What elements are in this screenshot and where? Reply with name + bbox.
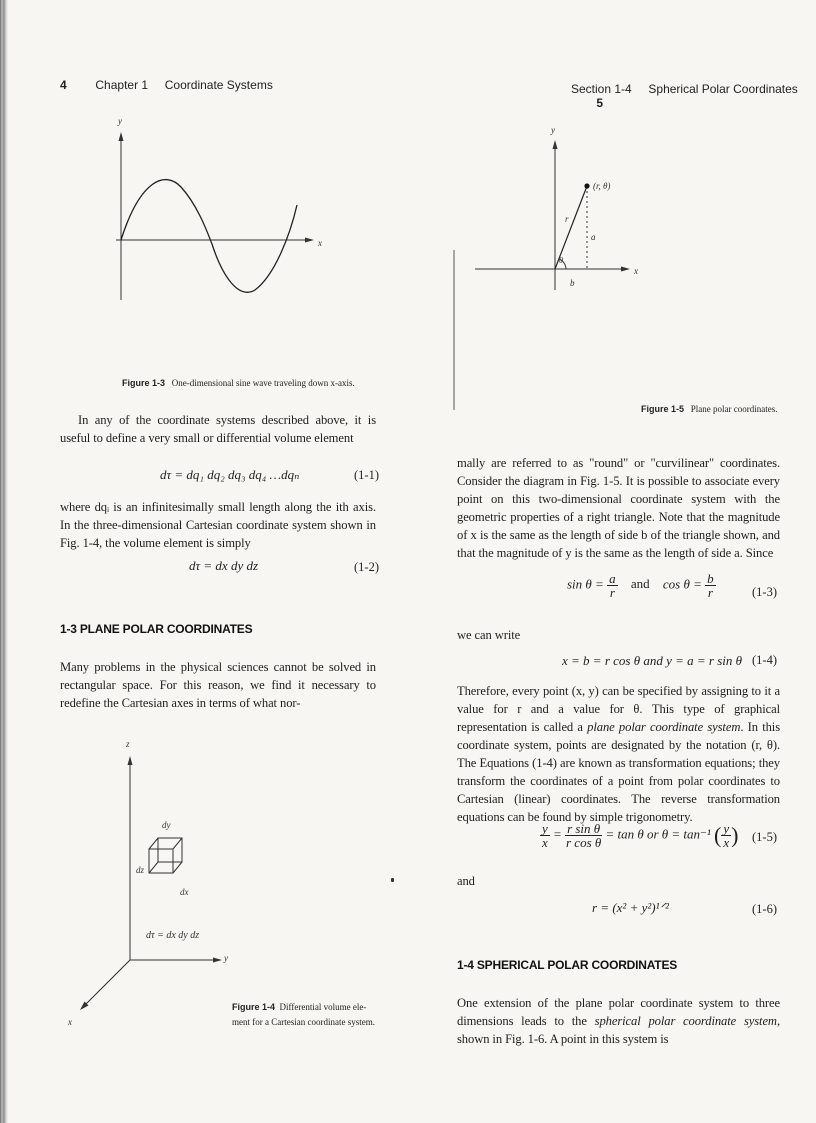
section-title: Spherical Polar Coordinates [648,82,798,96]
eq15-equals: = [553,826,562,842]
figure-1-3-label: Figure 1-3 [122,378,166,388]
eq13-and: and [630,576,650,592]
eq15-den-x2: x [723,835,730,850]
fig15-theta-label: θ [559,256,563,265]
eq13-den-r: r [609,585,615,600]
right-paragraph-3-end: , shown in Fig. 1-6. A point in this system is [457,1014,780,1046]
eq13-num-a: a [609,571,616,586]
section-label: Section 1-4 [571,82,632,96]
figure-1-5-label: Figure 1-5 [641,404,685,414]
fig15-x-axis-label: x [634,266,638,276]
equation-1-3-number: (1-3) [752,585,777,599]
eq15-frac-rsin-rcos [565,822,602,849]
right-paragraph-1: mally are referred to as "round" or "curvilinear" coordinates. Consider the diagram in Fig. 1-5. It is possible to associate every point on this two-dimensional coordinate system with the geometric properties of a right triangle. Note that the magnitude of x is the same as the length of side b of the triangle shown, and that the magnitude of y is the same as the length of side a. Since [457,456,780,560]
right-paragraph-2-end: . In this coordinate system, points are designated by the notation (r, θ). The Equations (1-4) are known as transformation equations; they transform the coordinates of a point from polar coordinates to Cartesian (linear) coordinates. The reverse transformation equations can be found by simple trigonometry. [457,720,781,824]
section-heading-1-3: 1-3 PLANE POLAR COORDINATES [60,622,253,636]
and-text: and [457,874,475,888]
equation-1-6: r = (x² + y²)¹ᐟ² [592,900,669,915]
fig14-x-axis-label: x [68,1017,72,1027]
fig14-dx-label: dx [180,887,189,897]
equation-1-4-number: (1-4) [752,653,777,667]
eq15-num-rsin: r sin θ [567,821,601,836]
equation-1-1: dτ = dq₁ dq₂ dq₃ dq₄ …dqₙ [160,467,300,482]
equation-1-3 [567,572,716,599]
fig15-a-label: a [591,232,596,242]
equation-1-4: x = b = r cos θ and y = a = r sin θ [562,653,743,668]
eq15-frac-y-x [540,822,550,849]
figure-1-5-caption [641,404,778,414]
equation-1-5: $\frac{y}{x}$ = $\frac{\text{r sin θ}}{\text{r cos θ}}$ = tan θ or θ = tan⁻¹ ( $\frac{y}{x}$ ) [542,821,739,850]
eq13-den-r2: r [707,585,713,600]
eq13-frac-b-r [705,572,716,599]
term-spherical-polar-coordinate-system: spherical polar coordinate system [594,1014,777,1028]
fig15-b-label: b [570,278,575,288]
eq13-cos-lhs: cos θ = [662,576,702,592]
equation-1-2: dτ = dx dy dz [189,558,259,573]
fig14-y-axis-label: y [224,953,228,963]
equation-1-1-number: (1-1) [354,468,379,482]
chapter-title: Coordinate Systems [164,78,273,92]
we-can-write-text: we can write [457,628,521,642]
left-paragraph-1: In any of the coordinate systems described above, it is useful to define a very small or differential volume element [60,413,376,445]
left-paragraph-2: where dqᵢ is an infinitesimally small length along the ith axis. In the three-dimensional Cartesian coordinate system shown in Fig. 1-4, the volume element is simply [60,500,376,550]
right-paragraph-3-start: One extension of the plane polar coordinate system to three dimensions leads to the [457,996,780,1028]
fig14-dy-label: dy [162,820,171,830]
figure-1-3-caption-text: One-dimensional sine wave traveling down x-axis. [171,378,355,388]
eq13-num-b: b [707,571,714,586]
equation-1-6-number: (1-6) [752,902,777,916]
eq15-num-y: y [542,821,548,836]
fig14-z-axis-label: z [126,739,130,749]
equation-1-2-number: (1-2) [354,560,379,574]
left-page-number: 4 [60,78,67,92]
eq15-frac-y-x-2 [721,822,731,849]
figure-1-5-caption-text: Plane polar coordinates. [690,404,778,414]
right-paragraph-3 [457,994,780,1048]
right-paragraph-2-start: Therefore, every point (x, y) can be specified by assigning to it a value for r and a value for θ. This type of graphical representation is called a [457,684,780,734]
fig15-r-label: r [565,214,569,224]
left-paragraph-3: Many problems in the physical sciences cannot be solved in rectangular space. For this reason, we find it necessary to redefine the Cartesian axes in terms of what nor- [60,660,376,710]
figure-1-4-label: Figure 1-4 [232,1002,276,1012]
eq15-den-rcos: r cos θ [565,835,602,850]
eq13-frac-a-r [607,572,618,599]
fig13-x-axis-label: x [318,238,322,248]
fig14-volume-label: dτ = dx dy dz [146,930,200,941]
right-paragraph-2 [457,682,780,826]
equation-1-5-number: (1-5) [752,830,777,844]
right-page-number: 5 [596,96,604,110]
eq13-sin-lhs: sin θ = [567,576,604,592]
figure-1-4-caption-line2: ment for a Cartesian coordinate system. [232,1017,375,1027]
eq15-den-x: x [542,835,548,850]
fig15-y-axis-label: y [551,125,555,135]
fig15-point-label: (r, θ) [593,181,611,191]
term-plane-polar-coordinate-system: plane polar coordinate system [587,720,741,734]
figure-1-4-caption-line1: Differential volume ele- [279,1002,367,1012]
eq15-num-y2: y [723,821,730,836]
fig13-y-axis-label: y [118,116,122,126]
eq15-mid: = tan θ or θ = tan⁻¹ [605,826,711,842]
chapter-label: Chapter 1 [95,78,149,92]
section-heading-1-4: 1-4 SPHERICAL POLAR COORDINATES [457,958,678,972]
fig14-dz-label: dz [136,865,145,875]
